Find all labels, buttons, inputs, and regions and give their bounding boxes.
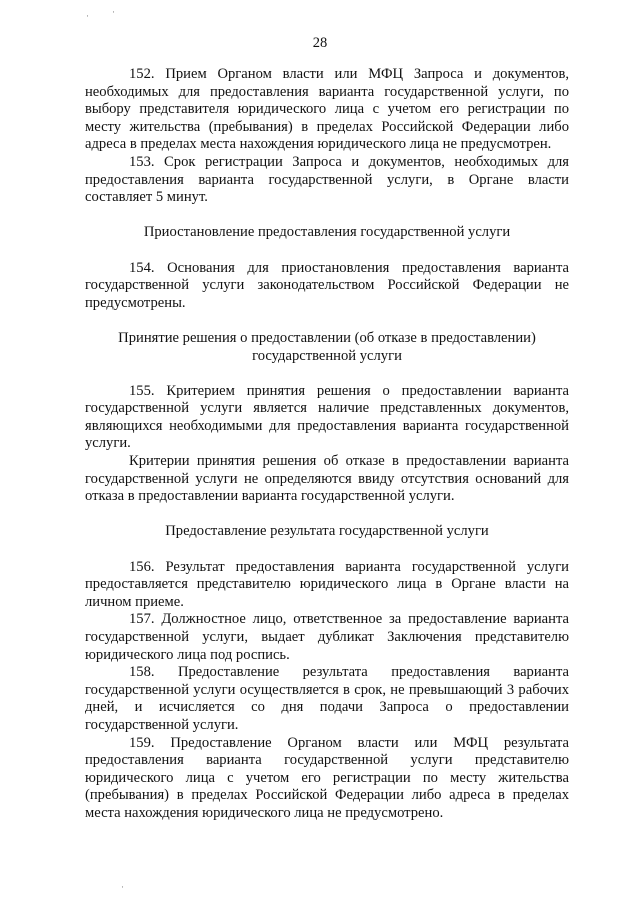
paragraph-155: 155. Критерием принятия решения о предоставлении варианта государственной услуги является наличие представленных документов, являющихся необходимыми для предоставления варианта государственной услуги. <box>85 382 569 452</box>
paragraph-156: 156. Результат предоставления варианта государственной услуги предоставляется представителю юридического лица в Органе власти на личном приеме. <box>85 558 569 610</box>
paragraph-159: 159. Предоставление Органом власти или МФЦ результата предоставления варианта государственной услуги представителю юридического лица с учетом его регистрации по месту жительства (пребывания) в пределах Российской Федерации либо адреса в пределах места нахождения юридического лица не предусмотрено. <box>85 734 569 821</box>
paragraph-refusal-criteria: Критерии принятия решения об отказе в предоставлении варианта государственной услуги не определяются ввиду отсутствия оснований для отказа в предоставлении варианта государственной услуги. <box>85 453 569 505</box>
paragraph-152: 152. Прием Органом власти или МФЦ Запроса и документов, необходимых для предоставления варианта государственной услуги, по выбору представителя юридического лица с учетом его регистрации по месту жительства (пребывания) в пределах Российской Федерации либо адреса в пределах места нахождения юридического лица не предусмотрен. <box>85 66 569 153</box>
page-number: 28 <box>312 35 328 51</box>
paragraph-157: 157. Должностное лицо, ответственное за предоставление варианта государственной услуги, выдает дубликат Заключения представителю юридического лица под роспись. <box>85 611 569 663</box>
scan-mark: · <box>86 11 89 21</box>
paragraph-154: 154. Основания для приостановления предоставления варианта государственной услуги законодательством Российской Федерации не предусмотрены. <box>85 259 569 311</box>
paragraph-158: 158. Предоставление результата предоставления варианта государственной услуги осуществляется в срок, не превышающий 3 рабочих дней, и исчисляется со дня подачи Запроса о предоставлении государственной услуги. <box>85 664 569 733</box>
section-heading-decision: Принятие решения о предоставлении (об отказе в предоставлении) государственной услуги <box>118 329 536 364</box>
section-heading-result: Предоставление результата государственной услуги <box>165 523 489 540</box>
paragraph-153: 153. Срок регистрации Запроса и документов, необходимых для предоставления варианта государственной услуги, в Органе власти составляет 5 минут. <box>85 153 569 206</box>
scan-mark: · <box>112 7 115 17</box>
document-body <box>85 66 569 823</box>
scan-mark: · <box>121 882 124 892</box>
section-heading-suspension: Приостановление предоставления государственной услуги <box>143 224 511 241</box>
